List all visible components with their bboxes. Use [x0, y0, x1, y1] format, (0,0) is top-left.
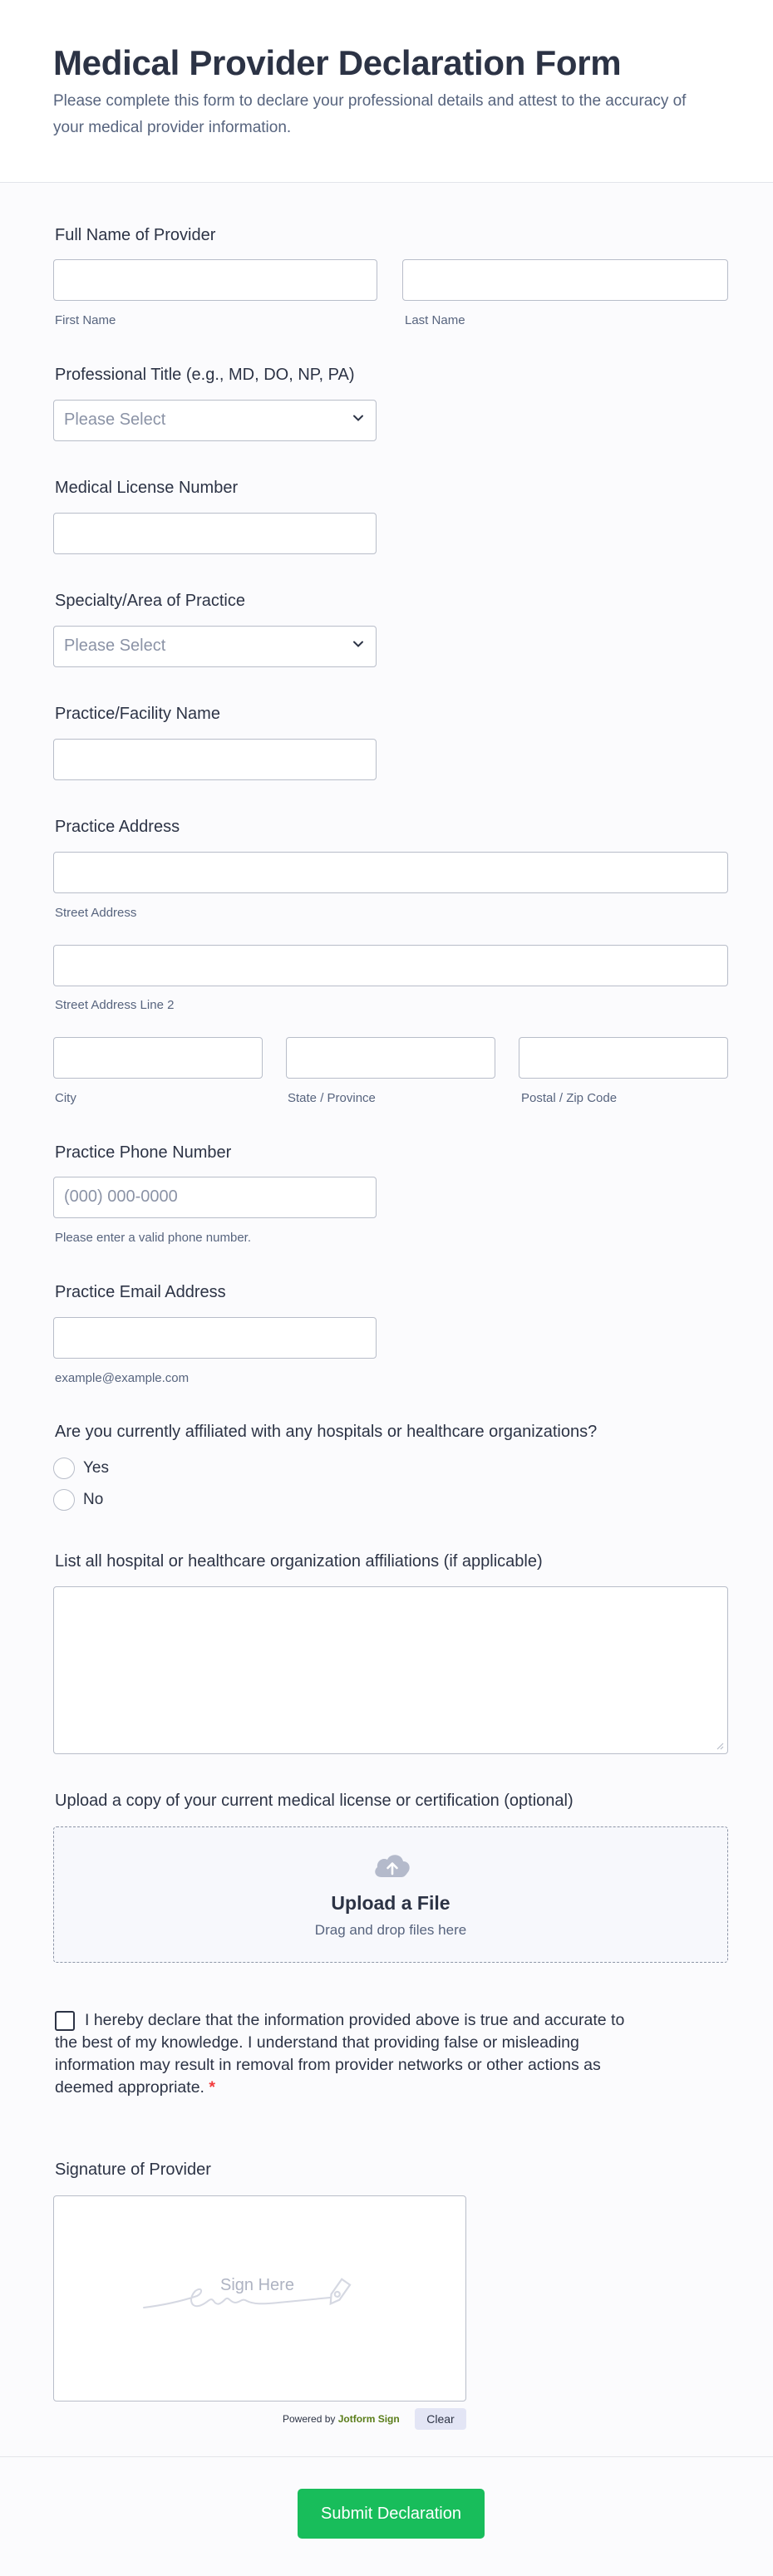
chevron-down-icon — [352, 412, 364, 424]
full-name-label: Full Name of Provider — [55, 226, 216, 244]
street-address-line2-input[interactable] — [53, 945, 728, 986]
signature-pad[interactable] — [53, 2195, 466, 2401]
page-description: Please complete this form to declare your professional details and attest to the accuracy of your medical provider information. — [53, 92, 687, 136]
license-number-label: Medical License Number — [55, 479, 239, 497]
email-hint: example@example.com — [55, 1371, 190, 1385]
form-header — [0, 0, 773, 183]
affiliations-list-label: List all hospital or healthcare organization affiliations (if applicable) — [55, 1552, 543, 1571]
last-name-sublabel: Last Name — [405, 313, 465, 327]
first-name-sublabel: First Name — [55, 313, 116, 327]
specialty-select[interactable] — [53, 626, 377, 667]
state-sublabel: State / Province — [288, 1091, 376, 1105]
facility-label: Practice/Facility Name — [55, 705, 220, 723]
email-label: Practice Email Address — [55, 1283, 226, 1301]
zip-sublabel: Postal / Zip Code — [521, 1091, 618, 1105]
powered-by-brand[interactable]: Jotform Sign — [337, 2413, 400, 2425]
declaration-text-block — [55, 2009, 645, 2099]
affiliation-yes-label[interactable]: Yes — [83, 1459, 109, 1477]
powered-by — [283, 2413, 400, 2425]
phone-label: Practice Phone Number — [55, 1143, 232, 1162]
facility-input[interactable] — [53, 739, 377, 780]
page-title: Medical Provider Declaration Form — [53, 43, 622, 82]
street-address-input[interactable] — [53, 852, 728, 893]
license-number-input[interactable] — [53, 513, 377, 554]
file-upload-dropzone[interactable] — [53, 1826, 728, 1963]
upload-label: Upload a copy of your current medical license or certification (optional) — [55, 1792, 574, 1810]
city-sublabel: City — [55, 1091, 76, 1105]
city-input[interactable] — [53, 1037, 263, 1079]
professional-title-select[interactable] — [53, 400, 377, 441]
affiliations-textarea[interactable] — [53, 1586, 728, 1754]
affiliation-yes-radio[interactable] — [53, 1458, 75, 1479]
affiliation-no-label[interactable]: No — [83, 1491, 104, 1508]
powered-by-prefix: Powered by — [283, 2413, 336, 2425]
sign-here-label: Sign Here — [220, 2276, 294, 2294]
email-input[interactable] — [53, 1317, 377, 1359]
footer-divider — [0, 2456, 773, 2457]
clear-signature-button[interactable]: Clear — [415, 2408, 466, 2430]
upload-hint: Drag and drop files here — [314, 1922, 467, 1938]
professional-title-placeholder: Please Select — [64, 410, 166, 429]
zip-input[interactable] — [519, 1037, 728, 1079]
street-address-line2-sublabel: Street Address Line 2 — [55, 998, 175, 1012]
phone-hint: Please enter a valid phone number. — [55, 1231, 251, 1245]
cloud-upload-icon — [372, 1849, 413, 1882]
upload-title: Upload a File — [331, 1892, 451, 1914]
phone-input[interactable]: (000) 000-0000 — [53, 1177, 377, 1218]
address-label: Practice Address — [55, 818, 180, 836]
state-input[interactable] — [286, 1037, 495, 1079]
resize-grip-icon[interactable] — [716, 1742, 724, 1750]
submit-button[interactable]: Submit Declaration — [298, 2489, 485, 2539]
declaration-text: I hereby declare that the information provided above is true and accurate to the best of my knowledge. I understand that providing false or misleading information may result in removal from provider networks or other actions as deemed appropriate. — [55, 2011, 625, 2097]
specialty-label: Specialty/Area of Practice — [55, 592, 245, 610]
first-name-input[interactable] — [53, 259, 377, 301]
affiliation-label: Are you currently affiliated with any hospitals or healthcare organizations? — [55, 1423, 598, 1441]
professional-title-label: Professional Title (e.g., MD, DO, NP, PA) — [55, 366, 355, 384]
affiliation-no-radio[interactable] — [53, 1489, 75, 1511]
signature-label: Signature of Provider — [55, 2161, 211, 2179]
specialty-placeholder: Please Select — [64, 637, 166, 655]
required-asterisk: * — [209, 2078, 215, 2097]
street-address-sublabel: Street Address — [55, 906, 137, 920]
last-name-input[interactable] — [402, 259, 728, 301]
chevron-down-icon — [352, 638, 364, 650]
